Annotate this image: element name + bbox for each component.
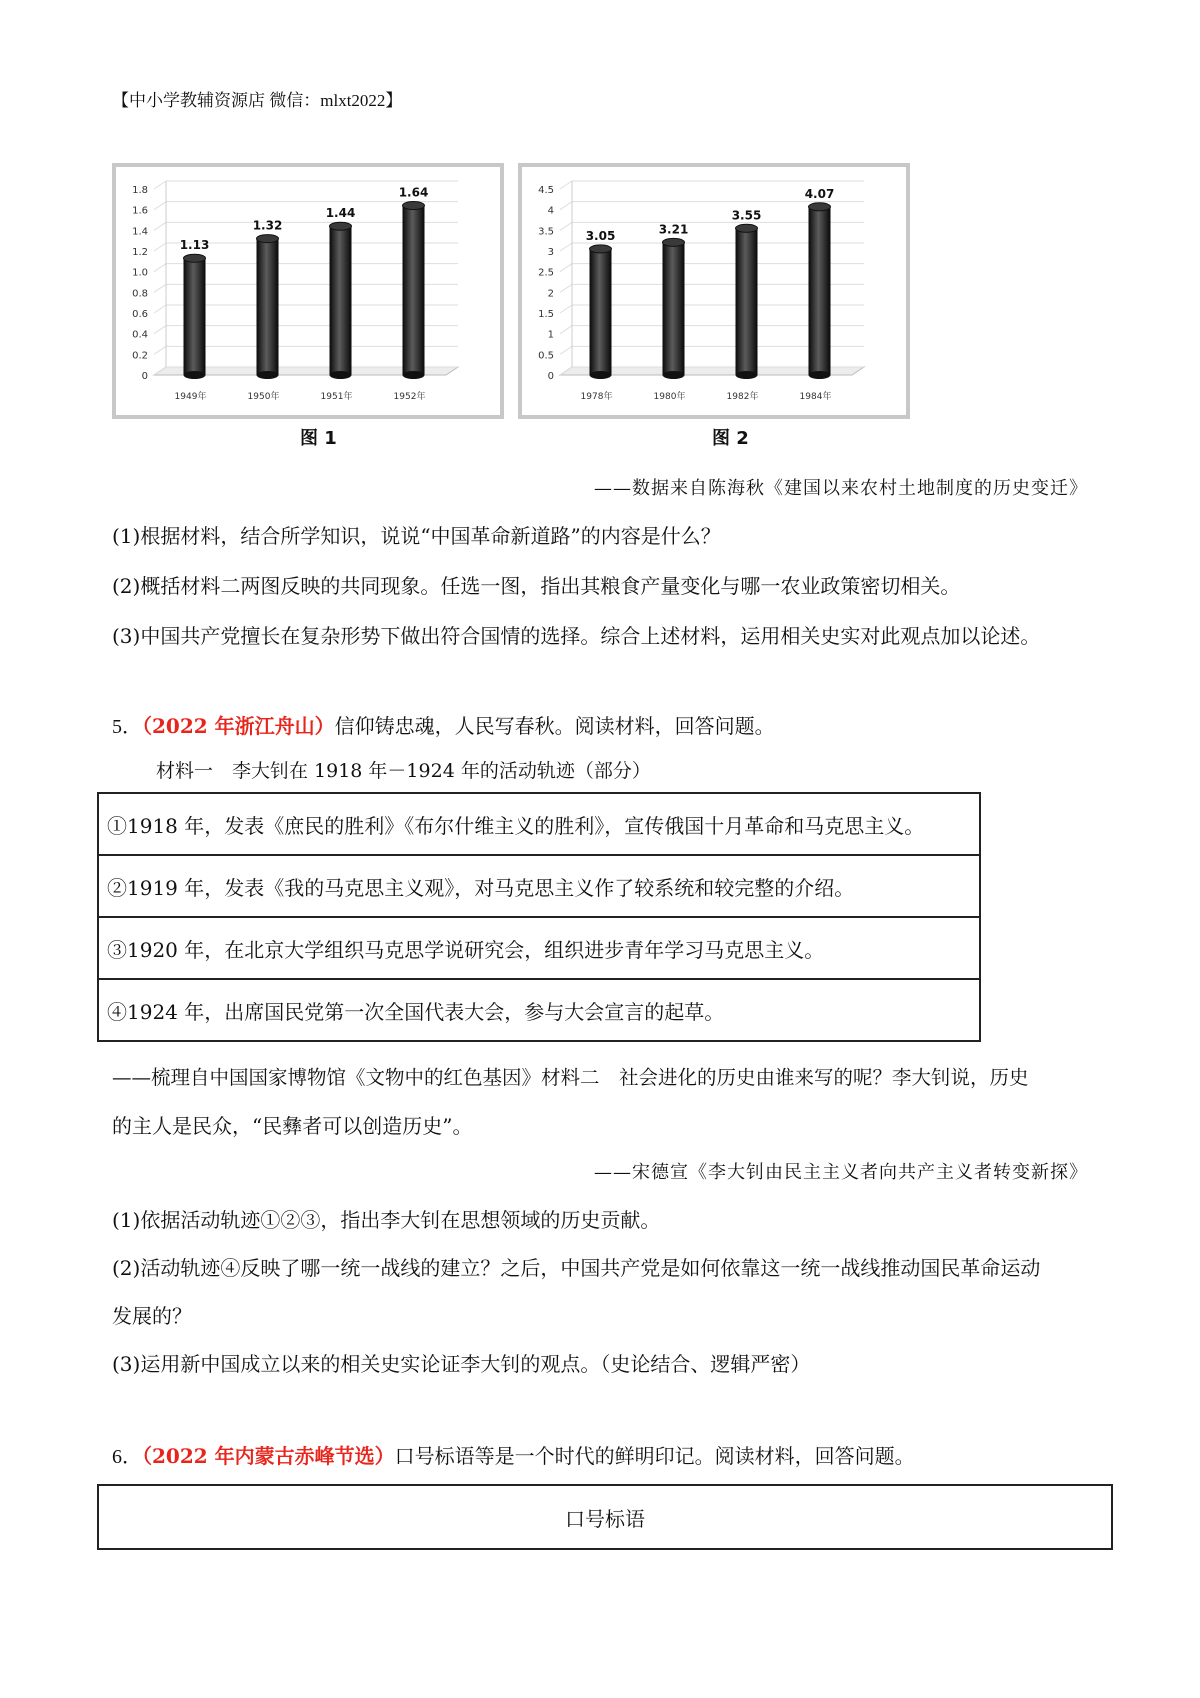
q5-material2-line2: 的主人是民众，“民彝者可以创造历史”。 xyxy=(112,1114,473,1138)
q5-source-tag: （2022 年浙江舟山） xyxy=(142,714,335,738)
gridline-slant xyxy=(154,326,166,334)
table-cell: ④1924 年，出席国民党第一次全国代表大会，参与大会宣言的起草。 xyxy=(98,979,980,1041)
chart-2 xyxy=(518,163,910,419)
table-cell: ②1919 年，发表《我的马克思主义观》，对马克思主义作了较系统和较完整的介绍。 xyxy=(98,855,980,917)
bar-base xyxy=(184,371,206,379)
bar xyxy=(809,203,831,379)
q5-material2-line1: ——梳理自中国国家博物馆《文物中的红色基因》材料二 社会进化的历史由谁来写的呢？李大钊说，历史 xyxy=(112,1066,1029,1089)
x-tick-label: 1952年 xyxy=(393,392,426,402)
y-tick-label: 0.4 xyxy=(132,329,148,341)
bar-top xyxy=(736,224,758,232)
q6-number: 6． xyxy=(112,1446,142,1468)
q6-source-tag: （2022 年内蒙古赤峰节选） xyxy=(142,1444,395,1468)
bar-base xyxy=(257,371,279,379)
y-tick-label: 3 xyxy=(547,247,554,258)
x-tick-label: 1984年 xyxy=(799,392,832,402)
y-tick-label: 0 xyxy=(141,371,148,382)
q4-question-1: (1)根据材料，结合所学知识，说说“中国革命新道路”的内容是什么？ xyxy=(112,524,721,548)
bar-body xyxy=(663,242,685,375)
y-tick-label: 1.4 xyxy=(132,226,148,238)
bar xyxy=(403,202,425,379)
bar xyxy=(590,245,612,379)
data-label: 3.21 xyxy=(658,222,689,237)
x-tick-label: 1982年 xyxy=(726,392,759,402)
x-tick-label: 1951年 xyxy=(320,392,353,402)
gridline-slant xyxy=(154,202,166,210)
y-tick-label: 1 xyxy=(547,329,554,341)
gridline-slant xyxy=(154,264,166,272)
gridline-slant xyxy=(154,181,166,189)
data-label: 1.13 xyxy=(179,238,210,253)
bar xyxy=(663,238,685,379)
q6-slogan-table xyxy=(97,1484,1113,1550)
y-tick-label: 1.6 xyxy=(132,205,148,217)
q5-question-3: (3)运用新中国成立以来的相关史实论证李大钊的观点。（史论结合、逻辑严密） xyxy=(112,1352,811,1376)
y-tick-label: 0 xyxy=(547,371,554,382)
gridline-slant xyxy=(560,305,572,313)
data-label: 3.55 xyxy=(731,208,762,223)
bar-top xyxy=(184,254,206,262)
q6-stem-text: 口号标语等是一个时代的鲜明印记。阅读材料，回答问题。 xyxy=(394,1444,915,1468)
bar-base xyxy=(663,371,685,379)
bar-body xyxy=(590,249,612,375)
y-tick-label: 0.5 xyxy=(538,350,554,362)
y-tick-label: 2.5 xyxy=(538,267,554,279)
bar-base xyxy=(736,371,758,379)
bar-top xyxy=(809,203,831,211)
source-citation-1: ——数据来自陈海秋《建国以来农村土地制度的历史变迁》 xyxy=(594,478,1088,499)
y-tick-label: 0.2 xyxy=(132,350,148,362)
q5-material-table xyxy=(97,792,981,1042)
q5-question-2: (2)活动轨迹④反映了哪一统一战线的建立？之后，中国共产党是如何依靠这一统一战线推动国民革命运动 xyxy=(112,1256,1041,1280)
chart-2-svg xyxy=(522,167,906,415)
y-tick-label: 1.8 xyxy=(132,185,148,196)
table-row xyxy=(98,979,980,1041)
bar-top xyxy=(330,222,352,230)
q5-question-1: (1)依据活动轨迹①②③，指出李大钊在思想领域的历史贡献。 xyxy=(112,1208,661,1232)
table-row xyxy=(98,793,980,855)
bar xyxy=(184,254,206,379)
gridline-slant xyxy=(560,222,572,230)
q4-question-3: (3)中国共产党擅长在复杂形势下做出符合国情的选择。综合上述材料，运用相关史实对此观点加以论述。 xyxy=(112,624,1041,648)
q6-stem xyxy=(112,1440,915,1469)
q5-stem-text: 信仰铸忠魂，人民写春秋。阅读材料，回答问题。 xyxy=(334,714,775,738)
data-label: 1.32 xyxy=(252,218,283,233)
gridline-slant xyxy=(560,346,572,354)
gridline-slant xyxy=(560,243,572,251)
data-label: 3.05 xyxy=(585,228,616,243)
y-tick-label: 1.2 xyxy=(132,247,148,258)
gridline-slant xyxy=(560,181,572,189)
y-tick-label: 1.0 xyxy=(132,267,148,279)
table-cell: ①1918 年，发表《庶民的胜利》《布尔什维主义的胜利》，宣传俄国十月革命和马克思主义。 xyxy=(98,793,980,855)
bar-body xyxy=(403,206,425,375)
q5-stem xyxy=(112,710,775,739)
gridline-slant xyxy=(560,264,572,272)
bar xyxy=(736,224,758,379)
data-label: 1.44 xyxy=(325,206,356,221)
bar-top xyxy=(663,238,685,246)
bar-base xyxy=(590,371,612,379)
gridline-slant xyxy=(154,222,166,230)
bar-base xyxy=(330,371,352,379)
gridline-slant xyxy=(154,346,166,354)
bar-top xyxy=(403,202,425,210)
y-tick-label: 3.5 xyxy=(538,226,554,238)
x-tick-label: 1950年 xyxy=(247,392,280,402)
bar-base xyxy=(809,371,831,379)
chart-1-svg xyxy=(116,167,500,415)
gridline-slant xyxy=(154,243,166,251)
table-cell: ③1920 年，在北京大学组织马克思学说研究会，组织进步青年学习马克思主义。 xyxy=(98,917,980,979)
x-tick-label: 1980年 xyxy=(653,392,686,402)
gridline-slant xyxy=(560,202,572,210)
q5-question-2-cont: 发展的？ xyxy=(112,1304,192,1328)
bar-base xyxy=(403,371,425,379)
bar-body xyxy=(809,207,831,375)
q5-number: 5． xyxy=(112,716,142,738)
bar xyxy=(257,235,279,379)
bar-body xyxy=(184,258,206,375)
q6-table-header: 口号标语 xyxy=(565,1506,645,1531)
y-tick-label: 2 xyxy=(547,288,554,300)
y-tick-label: 0.6 xyxy=(132,309,148,320)
y-tick-label: 0.8 xyxy=(132,288,148,300)
header-watermark: 【中小学教辅资源店 微信：mlxt2022】 xyxy=(112,91,403,110)
data-label: 4.07 xyxy=(804,186,835,201)
bar-top xyxy=(257,235,279,243)
gridline-slant xyxy=(154,284,166,292)
y-tick-label: 4.5 xyxy=(538,185,554,196)
bar-top xyxy=(590,245,612,253)
y-tick-label: 4 xyxy=(547,205,554,217)
y-tick-label: 1.5 xyxy=(538,309,554,320)
gridline-slant xyxy=(560,284,572,292)
bar-body xyxy=(330,226,352,375)
q5-material1-title: 材料一 李大钊在 1918 年－1924 年的活动轨迹（部分） xyxy=(156,760,651,782)
table-row xyxy=(98,917,980,979)
source-citation-2: ——宋德宣《李大钊由民主主义者向共产主义者转变新探》 xyxy=(594,1162,1088,1183)
table-row xyxy=(98,855,980,917)
chart-1 xyxy=(112,163,504,419)
gridline-slant xyxy=(560,326,572,334)
gridline-slant xyxy=(154,305,166,313)
chart-2-caption: 图 2 xyxy=(712,428,749,449)
data-label: 1.64 xyxy=(398,185,429,200)
q4-question-2: (2)概括材料二两图反映的共同现象。任选一图，指出其粮食产量变化与哪一农业政策密切相关。 xyxy=(112,574,961,598)
bar-body xyxy=(736,228,758,375)
x-tick-label: 1949年 xyxy=(174,392,207,402)
bar-body xyxy=(257,239,279,375)
x-tick-label: 1978年 xyxy=(580,392,613,402)
bar xyxy=(330,222,352,379)
chart-1-caption: 图 1 xyxy=(300,428,337,449)
